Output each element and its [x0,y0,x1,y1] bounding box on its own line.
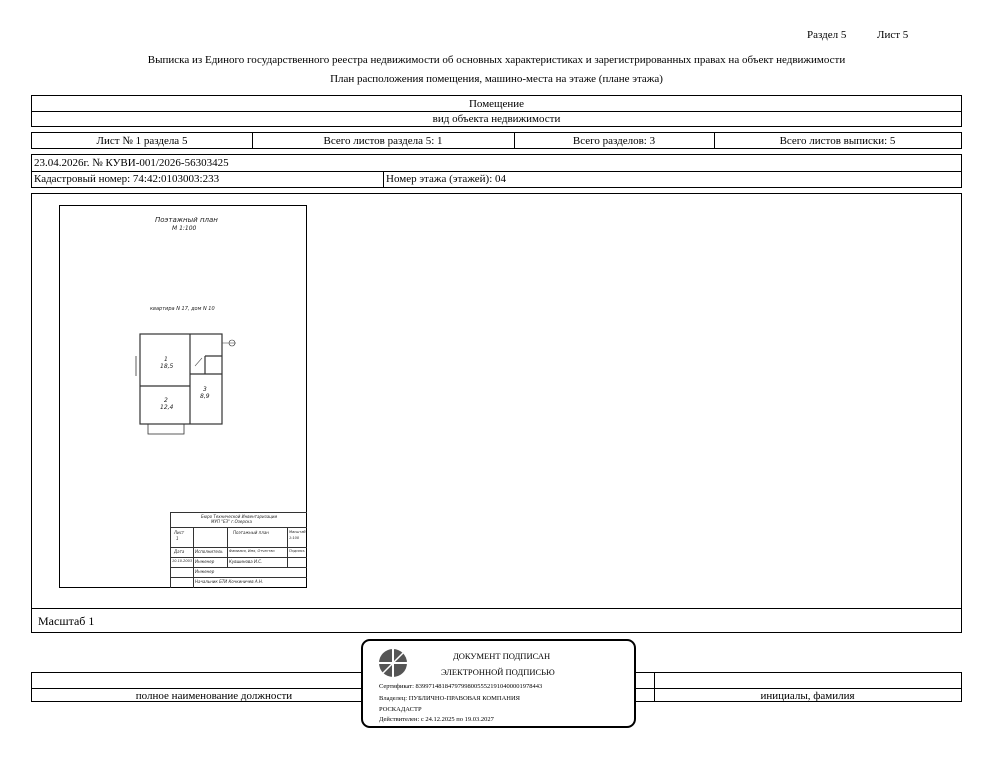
stamp-owner-2: РОСКАДАСТР [379,706,422,713]
plan-title-block [170,512,307,588]
section-number: Раздел 5 [807,29,847,41]
floor-number: Номер этажа (этажей): 04 [386,173,507,185]
tb-title: Поэтажный план [233,530,269,535]
total-sections: Всего разделов: 3 [572,135,656,147]
room-3-number: 3 [203,386,207,393]
tb-role-2: Инженер [195,569,215,574]
tb-name-label: Фамилия, Имя, Отчество [229,549,275,553]
object-type-value: Помещение [468,98,525,110]
tb-role-1: Инженер [195,559,215,564]
initials-label: инициалы, фамилия [760,690,855,702]
object-type-box [31,95,962,127]
date-number: 23.04.2026г. № КУВИ-001/2026-56303425 [34,157,229,169]
tb-sign-label: Подпись [289,549,305,553]
stamp-line-1: ДОКУМЕНТ ПОДПИСАН [453,651,551,661]
room-3-area: 8,9 [200,393,210,400]
stamp-certificate: Сертификат: 839971481847979980055521910400001978443 [379,683,543,690]
page-title: Выписка из Единого государственного реестра недвижимости об основных характеристиках и зарегистрированных правах на объект недвижимости [147,54,846,66]
floor-plan-image [59,205,307,588]
tb-org: Бюро Технической Инвентаризации [201,514,278,519]
scale-label: Масштаб 1 [38,614,95,628]
tb-name-3: Начальник БТИ Кочкиничев А.Н. [195,579,264,584]
tb-scale-value: 1:100 [289,536,300,540]
cadastral-number: Кадастровый номер: 74:42:0103003:233 [34,173,220,185]
sheet-info-row [31,132,962,149]
stamp-validity: Действителен: с 24.12.2025 по 19.03.2027 [379,716,494,723]
plan-address: квартира N 17, дом N 10 [150,306,215,312]
stamp-owner: Владелец: ПУБЛИЧНО-ПРАВОВАЯ КОМПАНИЯ [379,695,520,702]
position-label: полное наименование должности [135,690,293,702]
tb-org-2: МУП "ЕЗ" г.Озерска [211,519,252,524]
tb-date-label: Дата [174,549,185,554]
e-signature-stamp [361,639,636,728]
plan-title: Поэтажный план [155,216,218,224]
plan-scale: М 1:100 [172,225,197,232]
room-2-number: 2 [164,397,168,404]
object-type-label: вид объекта недвижимости [432,113,561,125]
tb-scale-label: Масштаб [289,530,306,534]
tb-sheet-label: Лист [174,530,185,535]
total-sheets-section: Всего листов раздела 5: 1 [323,135,443,147]
tb-sheet-value: 1 [176,536,179,541]
emblem-icon [377,647,409,679]
total-sheets-extract: Всего листов выписки: 5 [779,135,896,147]
tb-name-1: Кувшинова И.С. [229,559,263,564]
room-1-area: 18,5 [160,363,174,370]
sheet-number: Лист 5 [877,29,909,41]
document-info [31,154,962,188]
tb-exec-label: Исполнитель [195,549,223,554]
tb-date-value: 10.10.2003 [172,559,193,563]
room-1-number: 1 [164,356,168,363]
page-subtitle: План расположения помещения, машино-места на этаже (плане этажа) [330,73,663,85]
sheet-no: Лист № 1 раздела 5 [96,135,188,147]
room-2-area: 12,4 [160,404,174,411]
stamp-line-2: ЭЛЕКТРОННОЙ ПОДПИСЬЮ [441,667,555,677]
